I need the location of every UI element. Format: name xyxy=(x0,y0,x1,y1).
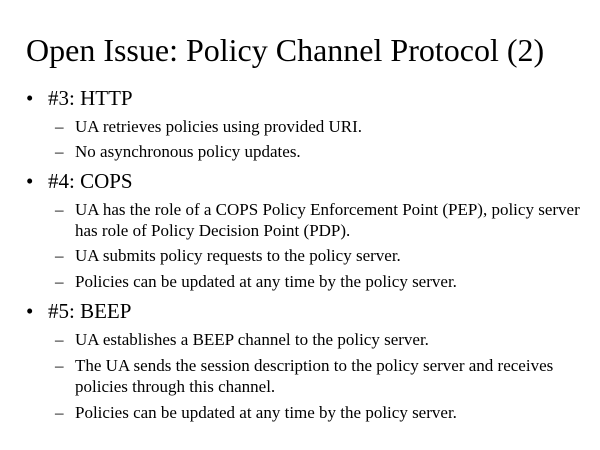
dash-icon: – xyxy=(55,117,64,136)
sub-item xyxy=(55,116,585,137)
sub-item xyxy=(55,271,585,292)
bullet-label: #3: HTTP xyxy=(48,86,133,110)
dash-icon: – xyxy=(55,330,64,349)
dash-icon: – xyxy=(55,246,64,265)
sub-item xyxy=(55,245,585,266)
sub-item xyxy=(55,199,585,241)
slide-title: Open Issue: Policy Channel Protocol (2) xyxy=(26,32,545,68)
dash-icon: – xyxy=(55,142,64,161)
sub-item xyxy=(55,141,585,162)
sub-item-text: Policies can be updated at any time by the policy server. xyxy=(75,403,457,422)
bullet-cops xyxy=(26,169,133,193)
dash-icon: – xyxy=(55,200,64,219)
bullet-http xyxy=(26,86,133,110)
bullet-beep xyxy=(26,299,131,323)
sub-item xyxy=(55,329,585,350)
sub-item xyxy=(55,402,585,423)
sub-item-text: UA establishes a BEEP channel to the policy server. xyxy=(75,330,429,349)
sub-item-text: Policies can be updated at any time by the policy server. xyxy=(75,272,457,291)
sub-item-text: UA has the role of a COPS Policy Enforcement Point (PEP), policy server has role of Policy Decision Point (PDP). xyxy=(75,200,580,240)
sub-item-text: UA retrieves policies using provided URI. xyxy=(75,117,363,136)
sub-item-text: UA submits policy requests to the policy server. xyxy=(75,246,401,265)
bullet-label: #4: COPS xyxy=(48,169,133,193)
bullet-icon: • xyxy=(26,86,34,110)
sub-item-text: No asynchronous policy updates. xyxy=(75,142,301,161)
bullet-icon: • xyxy=(26,169,34,193)
dash-icon: – xyxy=(55,356,64,375)
sub-item-text: The UA sends the session description to the policy server and receives policies through this channel. xyxy=(75,356,554,396)
sub-item xyxy=(55,355,585,397)
dash-icon: – xyxy=(55,272,64,291)
bullet-icon: • xyxy=(26,299,34,323)
dash-icon: – xyxy=(55,403,64,422)
bullet-label: #5: BEEP xyxy=(48,299,132,323)
